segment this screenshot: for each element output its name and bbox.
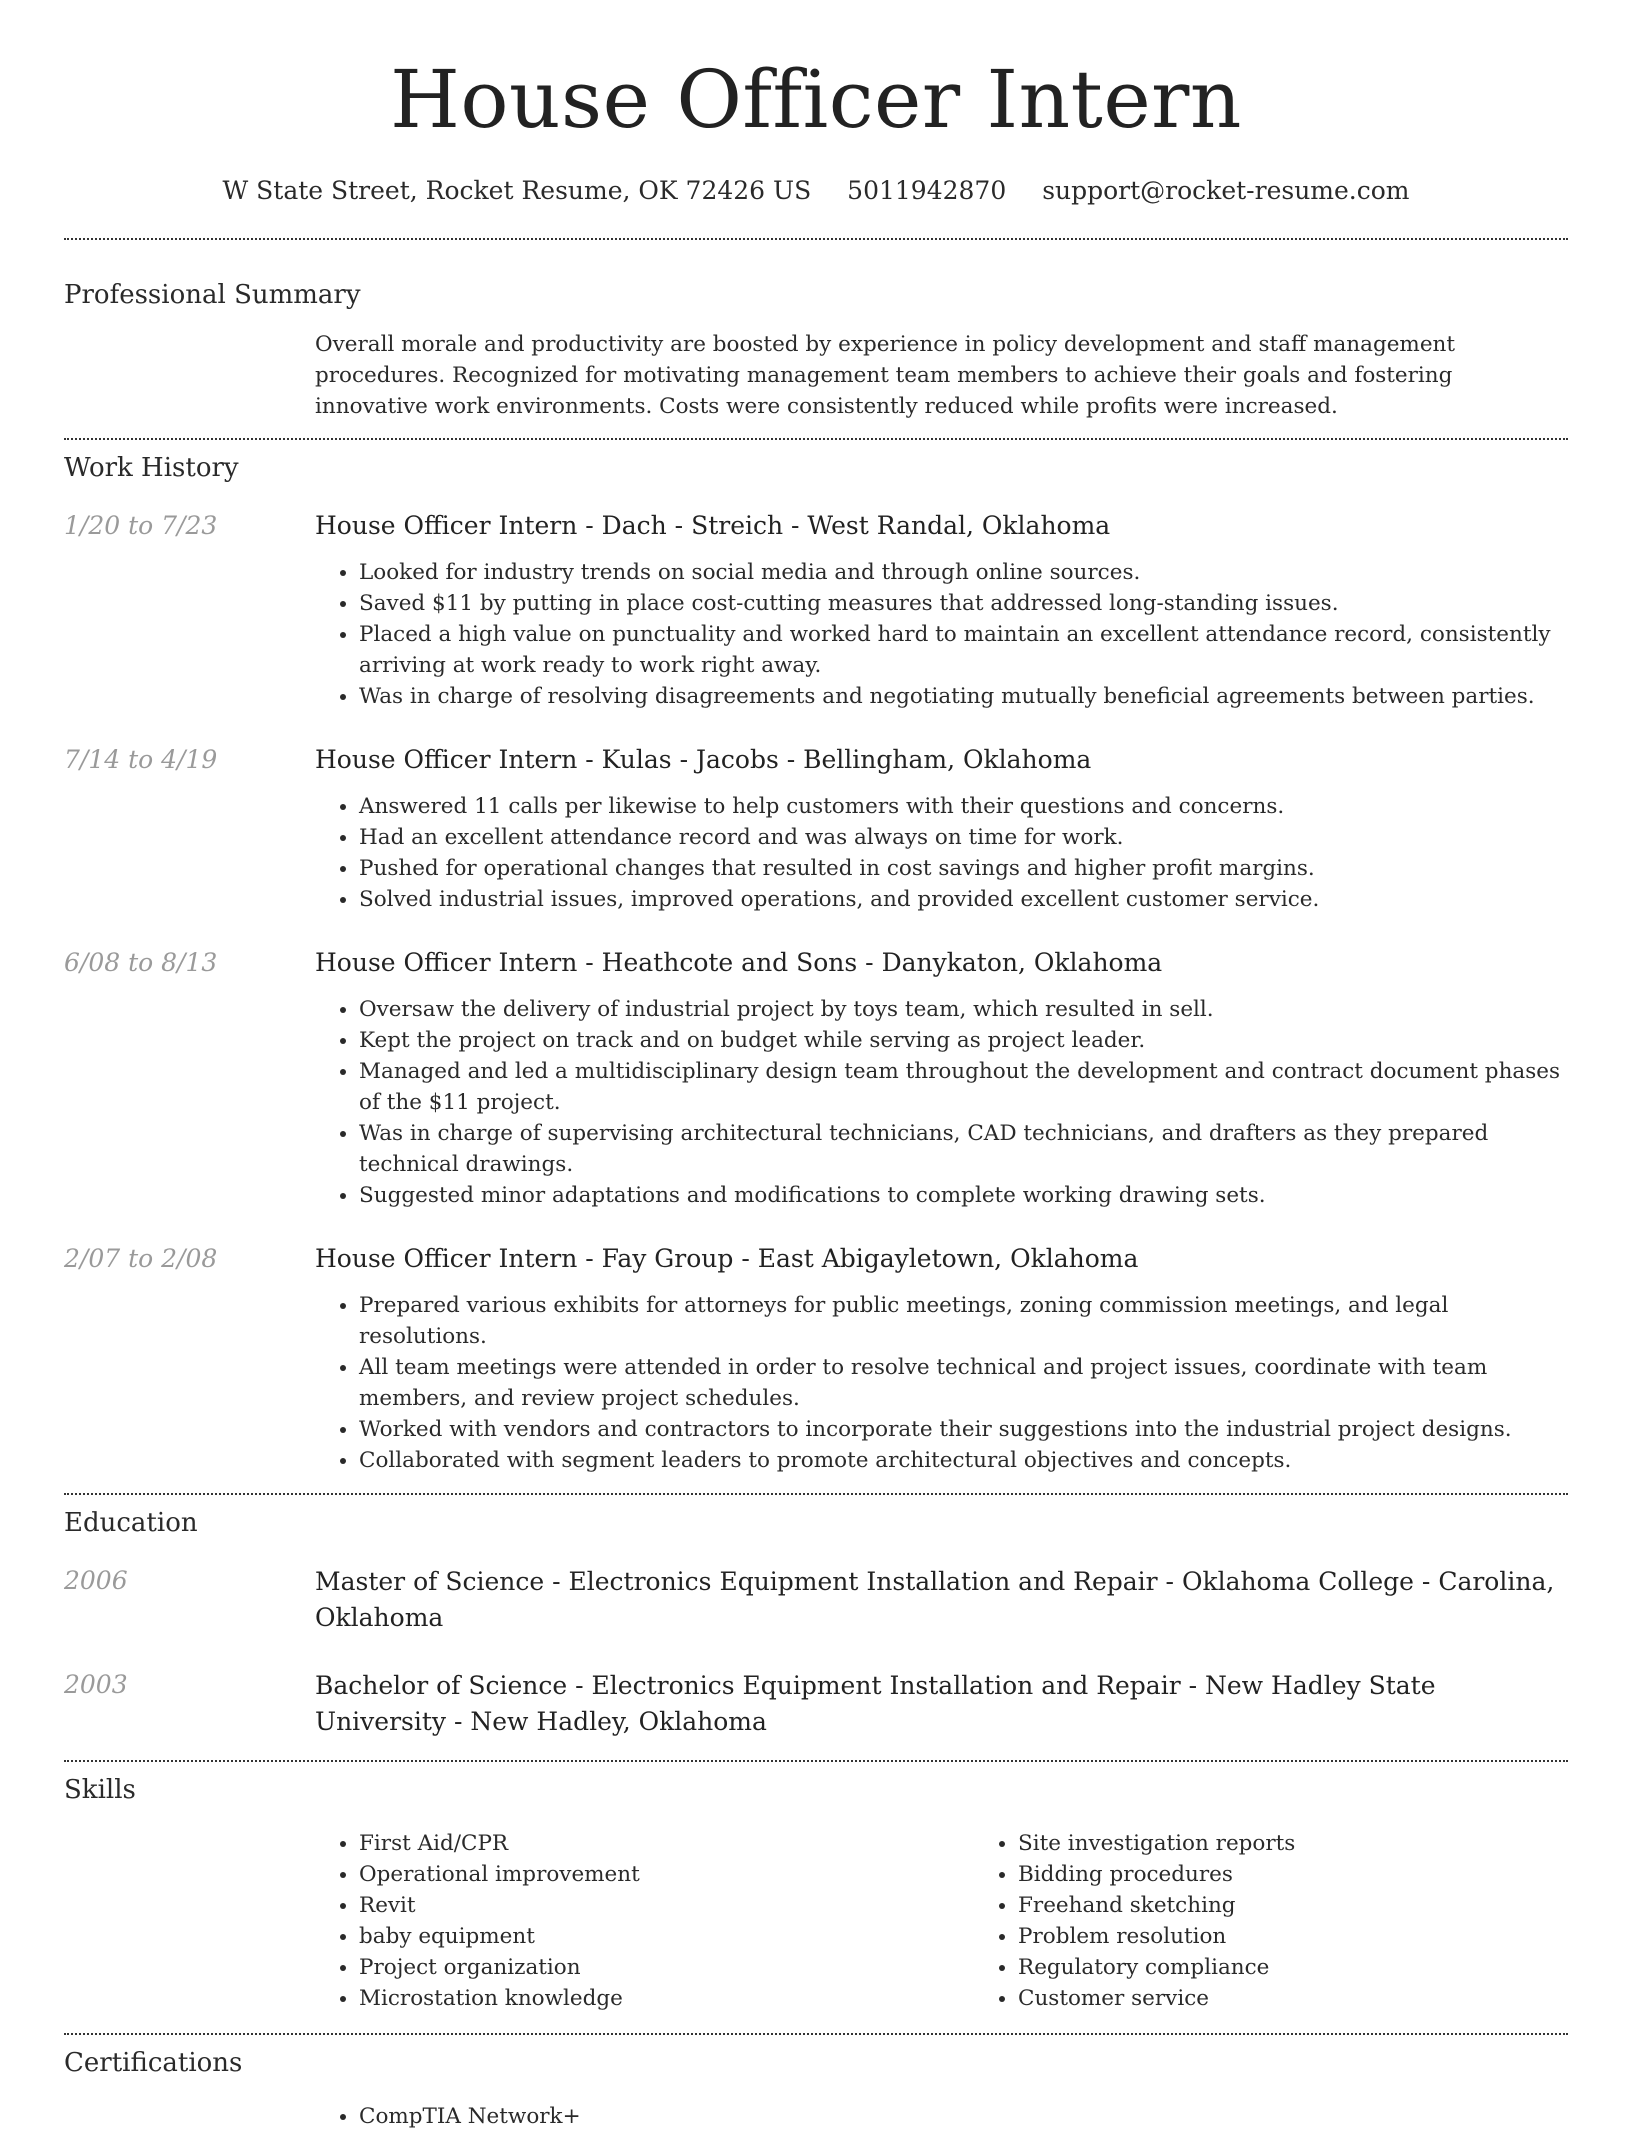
job-bullet: • Collaborated with segment leaders to promote architectural objectives and concepts. <box>359 1445 1568 1476</box>
job-bullet: • Was in charge of supervising architectural technicians, CAD technicians, and drafters as they prepared technical drawings. <box>359 1118 1568 1180</box>
summary-text: Overall morale and productivity are boosted by experience in policy development and staff management procedures. Recognized for motivating management team members to achieve their goals and fostering innovative work environments. Costs were consistently reduced while profits were increased. <box>315 332 1456 419</box>
certifications-list <box>315 2101 1568 2132</box>
education-entry <box>64 1668 1568 1740</box>
job-bullet: • Had an excellent attendance record and was always on time for work. <box>359 822 1568 853</box>
job-bullets <box>315 791 1568 915</box>
skill-item: • First Aid/CPR <box>359 1828 974 1859</box>
section-title-work-history: Work History <box>64 453 239 483</box>
job-bullet: • Kept the project on track and on budget while serving as project leader. <box>359 1025 1568 1056</box>
job-bullet: • Prepared various exhibits for attorneys for public meetings, zoning commission meetings, and legal resolutions. <box>359 1290 1568 1352</box>
job-bullet: • Pushed for operational changes that resulted in cost savings and higher profit margins. <box>359 853 1568 884</box>
skill-item: • Project organization <box>359 1952 974 1983</box>
contact-line <box>64 174 1568 208</box>
education-entry <box>64 1564 1568 1636</box>
skills-section <box>64 1762 1568 2014</box>
education-title: Master of Science - Electronics Equipment Installation and Repair - Oklahoma College - Carolina, Oklahoma <box>315 1567 1555 1632</box>
job-entry <box>64 743 1568 915</box>
job-title: House Officer Intern - Heathcote and Sons - Danykaton, Oklahoma <box>315 948 1163 977</box>
skill-item: • Regulatory compliance <box>1018 1952 1632 1983</box>
skills-list-left <box>315 1828 974 2014</box>
education-section <box>64 1495 1568 1740</box>
section-title-certifications: Certifications <box>64 2048 243 2078</box>
job-bullet: • Looked for industry trends on social media and through online sources. <box>359 557 1568 588</box>
skill-item: • Operational improvement <box>359 1859 974 1890</box>
job-title: House Officer Intern - Dach - Streich - West Randal, Oklahoma <box>315 511 1111 540</box>
job-dates: 7/14 to 4/19 <box>64 745 218 774</box>
certifications-spacer <box>64 2101 315 2132</box>
job-bullets <box>315 557 1568 712</box>
skills-grid <box>315 1828 1568 2014</box>
job-bullet: • Placed a high value on punctuality and worked hard to maintain an excellent attendance record, consistently arriving at work ready to work right away. <box>359 619 1568 681</box>
summary-spacer <box>64 329 315 422</box>
resume-header <box>64 0 1568 208</box>
job-bullet: • Answered 11 calls per likewise to help customers with their questions and concerns. <box>359 791 1568 822</box>
skill-item: • Microstation knowledge <box>359 1983 974 2014</box>
job-title: House Officer Intern - Fay Group - East Abigayletown, Oklahoma <box>315 1244 1139 1273</box>
certifications-section <box>64 2035 1568 2132</box>
work-history-section <box>64 440 1568 1476</box>
candidate-name: House Officer Intern <box>390 53 1242 146</box>
skill-item: • Revit <box>359 1890 974 1921</box>
job-dates: 6/08 to 8/13 <box>64 948 218 977</box>
job-title: House Officer Intern - Kulas - Jacobs - Bellingham, Oklahoma <box>315 745 1092 774</box>
job-dates: 2/07 to 2/08 <box>64 1244 218 1273</box>
job-bullet: • Solved industrial issues, improved operations, and provided excellent customer service. <box>359 884 1568 915</box>
job-bullet: • All team meetings were attended in order to resolve technical and project issues, coordinate with team members, and review project schedules. <box>359 1352 1568 1414</box>
contact-email: support@rocket-resume.com <box>1042 176 1410 205</box>
job-bullet: • Managed and led a multidisciplinary design team throughout the development and contract document phases of the $11 project. <box>359 1056 1568 1118</box>
skills-spacer <box>64 1828 315 2014</box>
resume-page <box>64 0 1568 2132</box>
skill-item: • Bidding procedures <box>1018 1859 1632 1890</box>
job-entry <box>64 1242 1568 1476</box>
job-bullets <box>315 994 1568 1211</box>
skill-item: • Problem resolution <box>1018 1921 1632 1952</box>
contact-phone: 5011942870 <box>847 176 1007 205</box>
education-title: Bachelor of Science - Electronics Equipment Installation and Repair - New Hadley State University - New Hadley, Oklahoma <box>315 1671 1436 1736</box>
section-title-summary: Professional Summary <box>64 280 361 310</box>
job-entry <box>64 946 1568 1211</box>
job-bullet: • Was in charge of resolving disagreements and negotiating mutually beneficial agreements between parties. <box>359 681 1568 712</box>
education-year: 2006 <box>64 1566 128 1595</box>
skill-item: • Site investigation reports <box>1018 1828 1632 1859</box>
education-year: 2003 <box>64 1670 128 1699</box>
contact-address: W State Street, Rocket Resume, OK 72426 US <box>222 176 812 205</box>
skill-item: • Customer service <box>1018 1983 1632 2014</box>
skills-list-right <box>974 1828 1632 2014</box>
job-bullets <box>315 1290 1568 1476</box>
section-title-education: Education <box>64 1508 198 1538</box>
section-title-skills: Skills <box>64 1775 136 1805</box>
summary-section <box>64 240 1568 422</box>
job-bullet: • Worked with vendors and contractors to incorporate their suggestions into the industrial project designs. <box>359 1414 1568 1445</box>
certification-item: • CompTIA Network+ <box>359 2101 1568 2132</box>
skill-item: • baby equipment <box>359 1921 974 1952</box>
job-bullet: • Oversaw the delivery of industrial project by toys team, which resulted in sell. <box>359 994 1568 1025</box>
job-bullet: • Suggested minor adaptations and modifications to complete working drawing sets. <box>359 1180 1568 1211</box>
job-dates: 1/20 to 7/23 <box>64 511 218 540</box>
job-bullet: • Saved $11 by putting in place cost-cutting measures that addressed long-standing issues. <box>359 588 1568 619</box>
skill-item: • Freehand sketching <box>1018 1890 1632 1921</box>
job-entry <box>64 509 1568 712</box>
